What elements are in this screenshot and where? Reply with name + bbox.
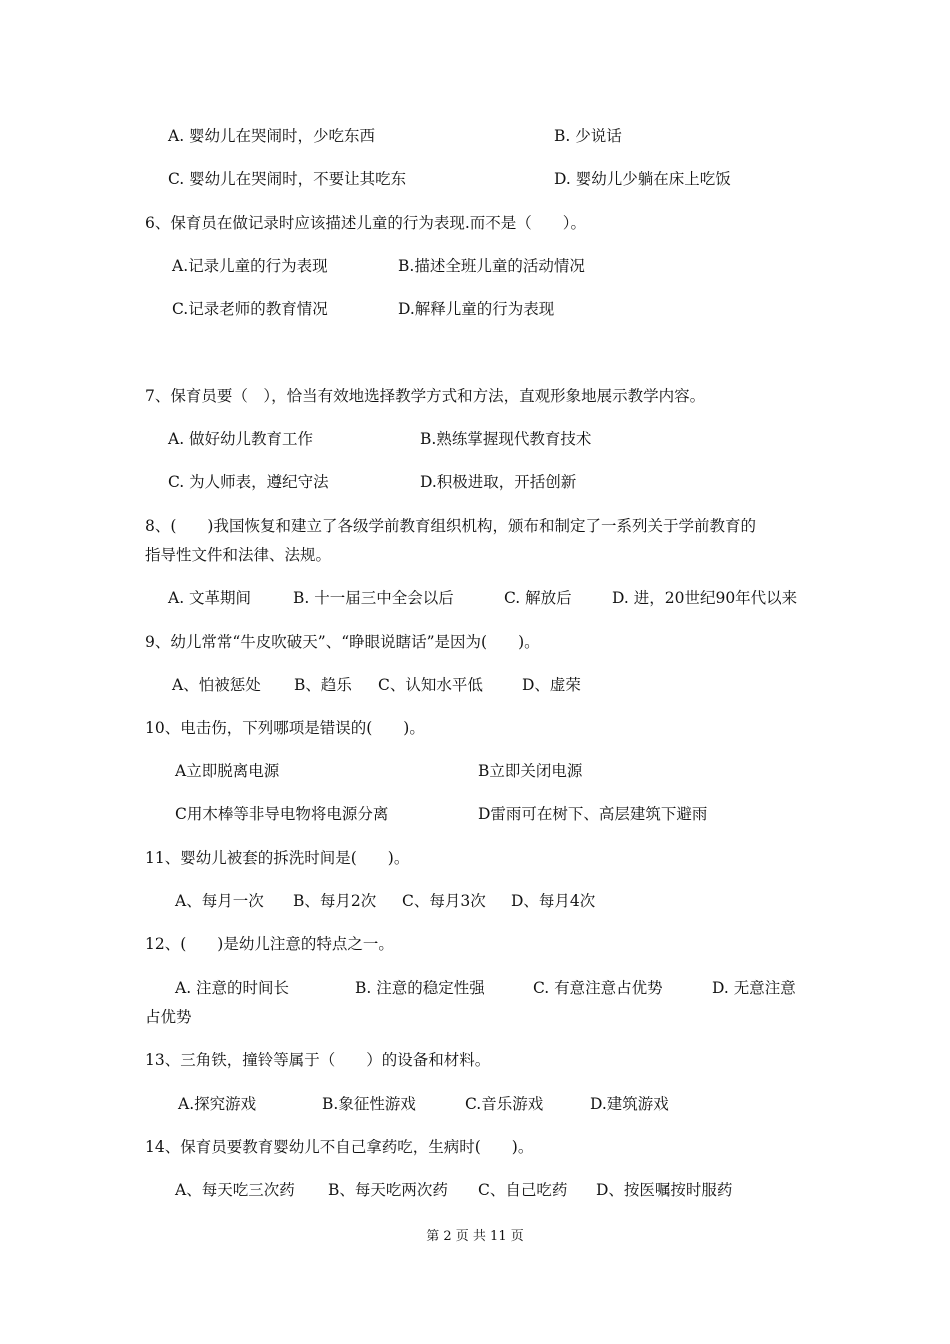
q9-option-a: A、怕被惩处 xyxy=(172,676,261,694)
q14-option-c: C、自己吃药 xyxy=(478,1181,568,1199)
q14-option-d: D、按医嘱按时服药 xyxy=(596,1181,733,1199)
q5-option-d: D. 婴幼儿少躺在床上吃饭 xyxy=(554,170,731,188)
q5-option-c: C. 婴幼儿在哭闹时，不要让其吃东 xyxy=(168,170,407,188)
q11-option-a: A、每月一次 xyxy=(175,892,264,910)
q9-stem: 9、幼儿常常“牛皮吹破天”、“睁眼说瞎话”是因为( )。 xyxy=(145,633,540,651)
q8-option-a: A. 文革期间 xyxy=(168,589,252,607)
q10-option-c: C用木棒等非导电物将电源分离 xyxy=(175,805,389,823)
q13-option-b: B.象征性游戏 xyxy=(322,1095,416,1113)
q8-stem-line1: 8、( )我国恢复和建立了各级学前教育组织机构，颁布和制定了一系列关于学前教育的 xyxy=(145,517,756,535)
q11-option-d: D、每月4次 xyxy=(511,892,596,910)
q11-stem: 11、婴幼儿被套的拆洗时间是( )。 xyxy=(145,849,410,867)
q9-option-c: C、认知水平低 xyxy=(378,676,483,694)
q12-option-d: D. 无意注意 xyxy=(712,979,796,997)
q9-option-b: B、趋乐 xyxy=(294,676,352,694)
q12-option-c: C. 有意注意占优势 xyxy=(533,979,663,997)
q7-option-b: B.熟练掌握现代教育技术 xyxy=(420,430,592,448)
q11-option-b: B、每月2次 xyxy=(293,892,377,910)
q14-option-a: A、每天吃三次药 xyxy=(175,1181,295,1199)
q5-option-b: B. 少说话 xyxy=(554,127,622,145)
q8-stem-line2: 指导性文件和法律、法规。 xyxy=(145,546,332,564)
q10-option-a: A立即脱离电源 xyxy=(175,762,280,780)
q13-stem: 13、三角铁，撞铃等属于（ ）的设备和材料。 xyxy=(145,1051,491,1069)
q13-option-c: C.音乐游戏 xyxy=(465,1095,544,1113)
q14-stem: 14、保育员要教育婴幼儿不自己拿药吃，生病时( )。 xyxy=(145,1138,534,1156)
q9-option-d: D、虚荣 xyxy=(522,676,581,694)
q6-option-d: D.解释儿童的行为表现 xyxy=(398,300,555,318)
q12-option-a: A. 注意的时间长 xyxy=(175,979,290,997)
q6-option-c: C.记录老师的教育情况 xyxy=(172,300,328,318)
q10-stem: 10、电击伤，下列哪项是错误的( )。 xyxy=(145,719,425,737)
q12-stem: 12、( )是幼儿注意的特点之一。 xyxy=(145,935,394,953)
q12-option-b: B. 注意的稳定性强 xyxy=(355,979,485,997)
q7-stem: 7、保育员要（ ），恰当有效地选择教学方式和方法，直观形象地展示教学内容。 xyxy=(145,387,706,405)
q8-option-d: D. 进，20世纪90年代以来 xyxy=(612,589,798,607)
page-footer: 第 2 页 共 11 页 xyxy=(426,1229,524,1244)
q12-option-d-continued: 占优势 xyxy=(145,1008,192,1026)
q8-option-b: B. 十一届三中全会以后 xyxy=(293,589,454,607)
q7-option-a: A. 做好幼儿教育工作 xyxy=(168,430,314,448)
q5-option-a: A. 婴幼儿在哭闹时，少吃东西 xyxy=(168,127,376,145)
q7-option-d: D.积极进取，开括创新 xyxy=(420,473,577,491)
q6-option-a: A.记录儿童的行为表现 xyxy=(172,257,328,275)
q10-option-b: B立即关闭电源 xyxy=(478,762,583,780)
q11-option-c: C、每月3次 xyxy=(402,892,486,910)
q13-option-d: D.建筑游戏 xyxy=(590,1095,669,1113)
q14-option-b: B、每天吃两次药 xyxy=(328,1181,448,1199)
q6-option-b: B.描述全班儿童的活动情况 xyxy=(398,257,585,275)
q8-option-c: C. 解放后 xyxy=(504,589,572,607)
q7-option-c: C. 为人师表，遵纪守法 xyxy=(168,473,329,491)
q10-option-d: D雷雨可在树下、高层建筑下避雨 xyxy=(478,805,708,823)
q13-option-a: A.探究游戏 xyxy=(178,1095,257,1113)
q6-stem: 6、保育员在做记录时应该描述儿童的行为表现.而不是（ ）。 xyxy=(145,214,587,232)
